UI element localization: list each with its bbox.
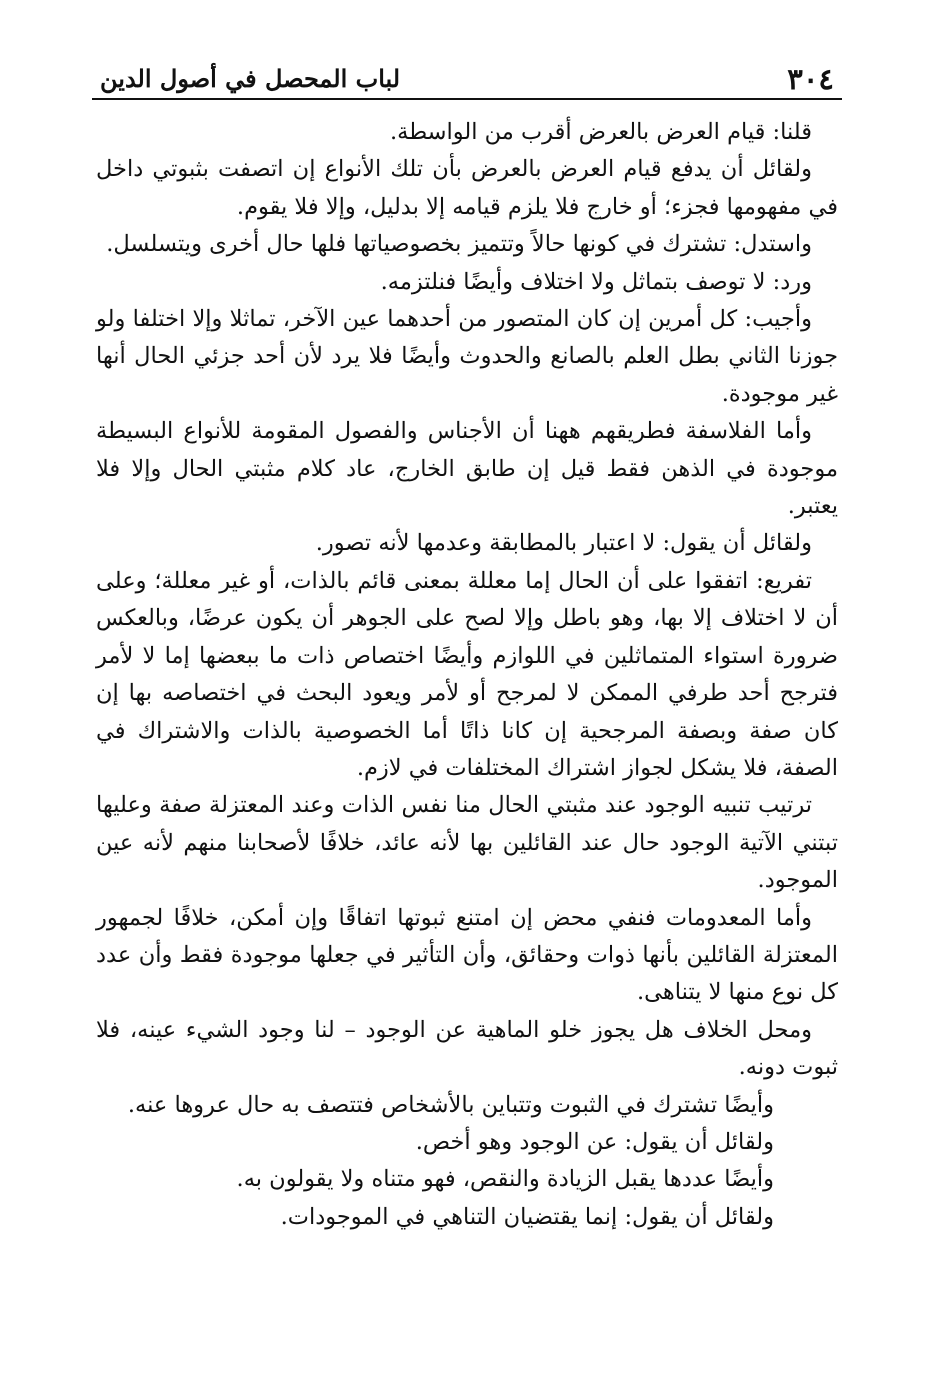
- running-header: [92, 58, 842, 98]
- paragraph: ورد: لا توصف بتماثل ولا اختلاف وأيضًا فنلتزمه.: [380, 268, 812, 295]
- paragraph: ولقائل أن يقول: لا اعتبار بالمطابقة وعدمها لأنه تصور.: [315, 530, 812, 557]
- indented-lines: [96, 1087, 838, 1237]
- paragraph: واستدل: تشترك في كونها حالاً وتتميز بخصوصياتها فلها حال أخرى ويتسلسل.: [106, 231, 812, 258]
- paragraph: وأجيب: كل أمرين إن كان المتصور من أحدهما عين الآخر، تماثلا وإلا اختلفا ولو جوزنا الثاني بطل العلم بالصانع والحدوث وأيضًا فلا يرد لأن أحد جزئي الحال أنها غير موجودة.: [96, 306, 838, 407]
- indented-line: ولقائل أن يقول: عن الوجود وهو أخص.: [415, 1128, 774, 1155]
- paragraph: وأما الفلاسفة فطريقهم ههنا أن الأجناس والفصول المقومة للأنواع البسيطة موجودة في الذهن فقط قيل إن طابق الخارج، عاد كلام مثبتي الحال وإلا فلا يعتبر.: [96, 418, 838, 520]
- indented-line: وأيضًا عددها يقبل الزيادة والنقص، فهو متناه ولا يقولون به.: [236, 1166, 774, 1193]
- paragraph: تفريع: اتفقوا على أن الحال إما معللة بمعنى قائم بالذات، أو غير معللة؛ وعلى أن لا اختلاف إلا بها، وهو باطل وإلا لصح على الجوهر أن يكون عرضًا، وبالعكس ضرورة استواء المتماثلين في اللوازم وأيضًا اختصاص ذات ما ببعضها إما لا لأمر فترجح أحد طرفي الممكن لا لمرجح أو لأمر ويعود البحث في اختصاصه بها إن كان صفة وبصفة المرجحية إن كانا ذاتًا أما الخصوصية بالذات والاشتراك في الصفة، فلا يشكل لجواز اشتراك المختلفات في لازم.: [96, 567, 838, 781]
- indented-line: ولقائل أن يقول: إنما يقتضيان التناهي في الموجودات.: [280, 1203, 774, 1230]
- paragraph: ولقائل أن يدفع قيام العرض بالعرض بأن تلك الأنواع إن اتصفت بثبوتي داخل في مفهومها فجزء؛ أو خارج فلا يلزم قيامه إلا بدليل، وإلا فلا يقوم.: [96, 156, 838, 220]
- header-rule: [92, 98, 842, 100]
- paragraph: قلنا: قيام العرض بالعرض أقرب من الواسطة.: [390, 119, 812, 145]
- paragraph: وأما المعدومات فنفي محض إن امتنع ثبوتها اتفاقًا وإن أمكن، خلافًا لجمهور المعتزلة القائلين بأنها ذوات وحقائق، وأن التأثير في جعلها موجودة فقط وأن عدد كل نوع منها لا يتناهى.: [96, 904, 838, 1006]
- paragraph: ومحل الخلاف هل يجوز خلو الماهية عن الوجود – لنا وجود الشيء عينه، فلا ثبوت دونه.: [96, 1016, 838, 1081]
- main-text: [96, 114, 838, 1236]
- page-number: ٣٠٤: [787, 62, 834, 96]
- paragraph: ترتيب تنبيه الوجود عند مثبتي الحال منا نفس الذات وعند المعتزلة صفة وعليها تبتني الآتية الوجود حال عند القائلين بها لأنه عائد، خلافًا لأصحابنا منهم لأنه عين الموجود.: [96, 792, 838, 894]
- book-title: لباب المحصل في أصول الدين: [100, 64, 401, 93]
- indented-line: وأيضًا تشترك في الثبوت وتتباين بالأشخاص فتتصف به حال عروها عنه.: [127, 1091, 774, 1118]
